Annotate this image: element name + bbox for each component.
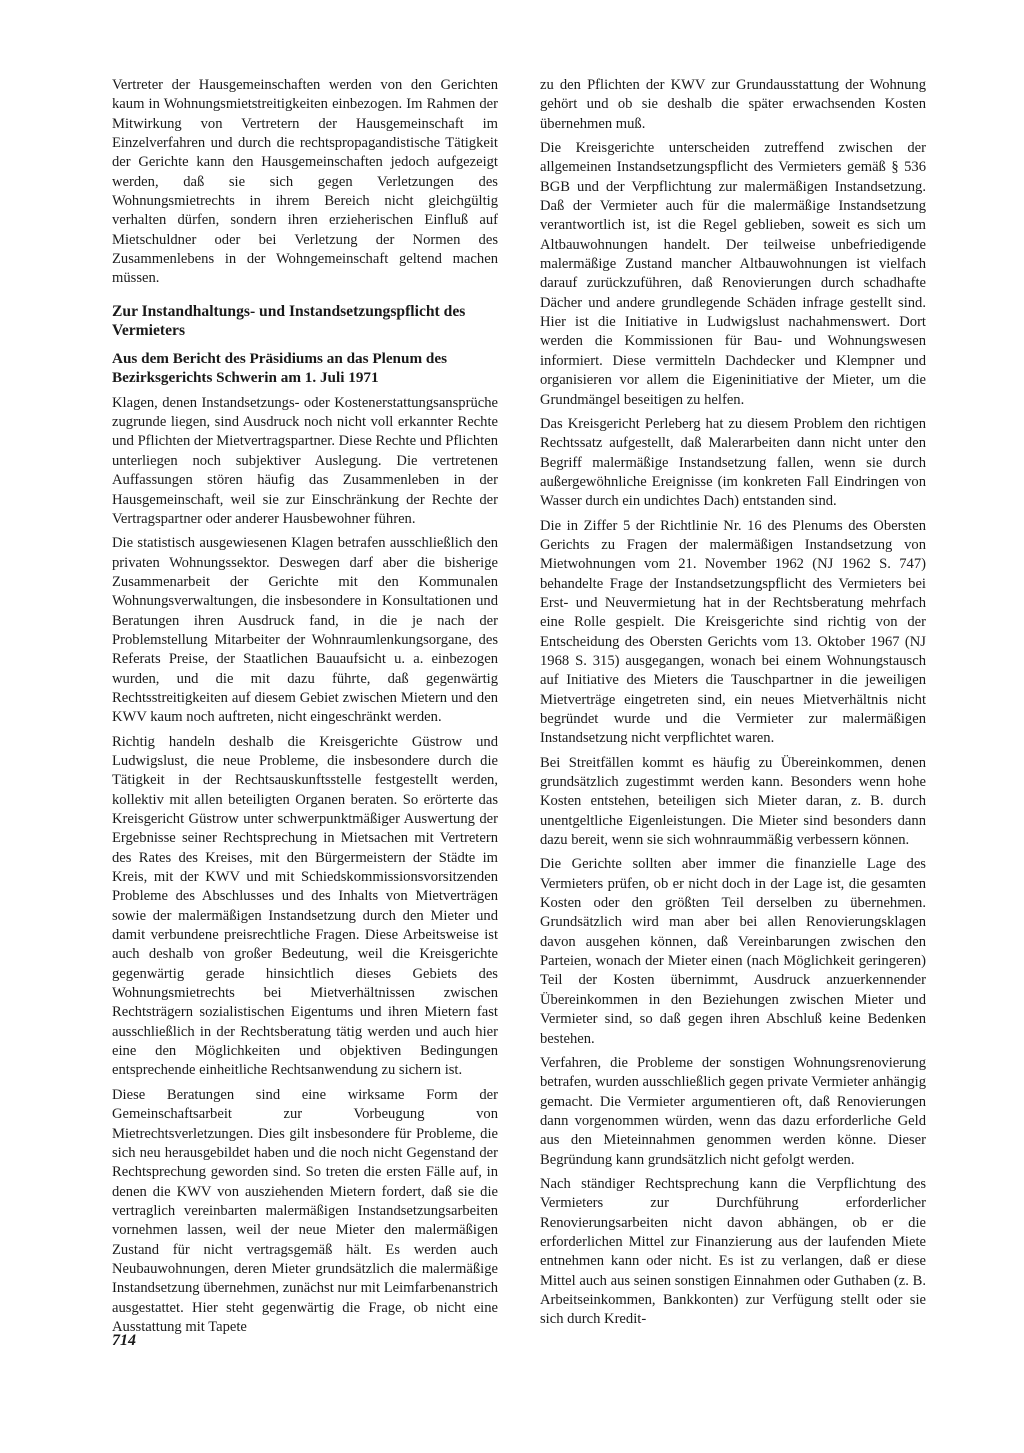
body-paragraph: Diese Beratungen sind eine wirksame Form der Gemeinschaftsarbeit zur Vorbeugung von Mietrechtsverletzungen. Dies gilt insbesondere für Probleme, die sich neu herausgebildet haben und die noch nicht Gegenstand der Rechtsprechung geworden sind. So treten die ersten Fälle auf, in denen die KWV von ausziehenden Mietern fordert, daß sie die vertraglich vereinbarten malermäßigen Instandsetzungsarbeiten vornehmen lassen, weil der neue Mieter den malermäßigen Zustand für nicht vertragsgemäß hält. Es werden auch Neubauwohnungen, deren Mieter grundsätzlich die malermäßige Instandsetzung übernehmen, zunächst nur mit Leimfarbenanstrich ausgestattet. Hier steht gegenwärtig die Frage, ob nicht eine Ausstattung mit Tapete [112, 1086, 498, 1335]
body-paragraph: Die Kreisgerichte unterscheiden zutreffend zwischen der allgemeinen Instandsetzungspflicht des Vermieters gemäß § 536 BGB und der Verpflichtung zur malermäßigen Instandsetzung. Daß der Vermieter auch für die malermäßige Instandsetzung verantwortlich ist, ist die Regel geblieben, soweit es sich um Altbauwohnungen handelt. Der teilweise unbefriedigende malermäßige Zustand mancher Altbauwohnungen ist vielfach darauf zurückzuführen, daß Renovierungen durch schadhafte Dächer und andere grundlegende Schäden infrage gestellt sind. Hier ist die Initiative in Ludwigslust nachahmenswert. Dort werden die Kommissionen für Bau- und Wohnungswesen informiert. Diese vermitteln Dachdecker und Klempner und organisieren vor allem die Eigeninitiative der Mieter, um die Grundmängel beseitigen zu helfen. [540, 140, 926, 408]
subsection-heading: Aus dem Bericht des Präsidiums an das Plenum des Bezirksgerichts Schwerin am 1. Juli 1971 [112, 349, 448, 387]
body-paragraph: Die in Ziffer 5 der Richtlinie Nr. 16 des Plenums des Obersten Gerichts zu Fragen der malermäßigen Instandsetzung von Mietwohnungen vom 21. November 1962 (NJ 1962 S. 747) behandelte Frage der Instandsetzungspflicht des Vermieters bei Erst- und Neuvermietung hat in der Rechtsberatung mehrfach eine Rolle gespielt. Die Kreisgerichte sind richtig von der Entscheidung des Obersten Gerichts vom 13. Oktober 1967 (NJ 1968 S. 315) ausgegangen, wonach bei einem Wohnungstausch auf Initiative des Mieters die Tauschpartner in die jeweiligen Mietverträge eingetreten sind, ein neues Mietverhältnis nicht begründet wurde und die Vermieter zur malermäßigen Instandsetzung nicht verpflichtet waren. [540, 517, 926, 747]
intro-paragraph: Vertreter der Hausgemeinschaften werden von den Gerichten kaum in Wohnungsmietstreitigkeiten einbezogen. Im Rahmen der Mitwirkung von Vertretern der Hausgemeinschaft im Einzelverfahren und durch die rechtspropagandistische Tätigkeit der Gerichte kann den Hausgemeinschaften jedoch aufgezeigt werden, daß sie sich gegen Verletzungen des Wohnungsmietrechts in ihrem Bereich nicht gleichgültig verhalten dürfen, sondern ihren erzieherischen Einfluß auf Mietschuldner oder bei Verletzung der Normen des Zusammenlebens in der Wohngemeinschaft geltend machen müssen. [112, 77, 498, 287]
body-paragraph: Nach ständiger Rechtsprechung kann die Verpflichtung des Vermieters zur Durchführung erforderlicher Renovierungsarbeiten nicht davon abhängen, ob er die erforderlichen Mittel zur Finanzierung aus der laufenden Miete entnehmen kann oder nicht. Es ist zu verlangen, daß er diese Mittel auch aus seinen sonstigen Einnahmen oder Guthaben (z. B. Arbeitseinkommen, Bankkonten) zur Verfügung stellt oder sie sich durch Kredit- [540, 1175, 926, 1328]
left-column [112, 76, 498, 1342]
body-paragraph: Bei Streitfällen kommt es häufig zu Übereinkommen, denen grundsätzlich zugestimmt werden kann. Besonders wenn hohe Kosten entstehen, beteiligen sich Mieter daran, z. B. durch unentgeltliche Eigenleistungen. Die Mieter sind besonders dann dazu bereit, wenn sie sich wohnraummäßig verbessern können. [540, 754, 926, 849]
body-paragraph: zu den Pflichten der KWV zur Grundausstattung der Wohnung gehört und ob sie deshalb die später erwachsenden Kosten übernehmen muß. [540, 77, 926, 132]
body-paragraph: Die Gerichte sollten aber immer die finanzielle Lage des Vermieters prüfen, ob er nicht doch in der Lage ist, die gesamten Kosten oder den größten Teil derselben zu übernehmen. Grundsätzlich wird man aber bei allen Renovierungsklagen davon ausgehen können, daß Vereinbarungen zwischen den Parteien, wonach der Mieter einen (nach Möglichkeit geringeren) Teil der Kosten übernimmt, Ausdruck anzuerkennender Übereinkommen in den Beziehungen zwischen Mieter und Vermieter sind, so daß gegen ihren Abschluß keine Bedenken bestehen. [540, 856, 926, 1047]
right-column [540, 76, 926, 1335]
body-paragraph: Richtig handeln deshalb die Kreisgerichte Güstrow und Ludwigslust, die neue Probleme, die insbesondere durch die Tätigkeit in der Rechtsauskunftsstelle festgestellt werden, kollektiv mit allen beteiligten Organen beraten. So erörterte das Kreisgericht Güstrow unter schwerpunktmäßiger Auswertung der Ergebnisse seiner Rechtsprechung in Mietsachen mit Vertretern des Rates des Kreises, mit den Bürgermeistern der Städte im Kreis, mit der KWV und mit Schiedskommissionsvorsitzenden Probleme des Abschlusses und des Inhalts von Mietverträgen sowie der malermäßigen Instandsetzung durch den Mieter und damit verbundene preisrechtliche Fragen. Diese Arbeitsweise ist auch deshalb von großer Bedeutung, weil die Kreisgerichte gegenwärtig gerade hinsichtlich dieses Gebiets des Wohnungsmietrechts bei Mietverhältnissen zwischen Rechtsträgern sozialistischen Eigentums und ihren Mietern fast ausschließlich in der Rechtsberatung tätig werden und auch hier eine den Möglichkeiten und objektiven Bedingungen entsprechende einheitliche Rechtsanwendung zu sichern ist. [112, 733, 498, 1079]
body-paragraph: Die statistisch ausgewiesenen Klagen betrafen ausschließlich den privaten Wohnungssektor. Deswegen darf aber die bisherige Zusammenarbeit der Gerichte mit den Kommunalen Wohnungsverwaltungen, die insbesondere in Konsultationen und Beratungen ihren Ausdruck fand, in die je nach der Problemstellung Mitarbeiter der Wohnraumlenkungsorgane, des Referats Preise, der Staatlichen Bauaufsicht u. a. einbezogen wurden, und die mit dazu führte, daß gegenwärtig Rechtsstreitigkeiten auf diesem Gebiet zwischen Mietern und den KWV kaum noch auftreten, nicht eingeschränkt werden. [112, 535, 498, 726]
section-heading: Zur Instandhaltungs- und Instandsetzungspflicht des Vermieters [112, 302, 466, 340]
body-paragraph: Klagen, denen Instandsetzungs- oder Kostenerstattungsansprüche zugrunde liegen, sind Ausdruck noch nicht voll erkannter Rechte und Pflichten der Mietvertragspartner. Diese Rechte und Pflichten unterliegen noch subjektiver Auslegung. Die vertretenen Auffassungen stören häufig das Zusammenleben in der Hausgemeinschaft, weil sie zur Einschränkung der Rechte der Vertragspartner oder anderer Hausbewohner führen. [112, 394, 498, 527]
page-number: 714 [112, 1332, 136, 1349]
body-paragraph: Das Kreisgericht Perleberg hat zu diesem Problem den richtigen Rechtssatz aufgestellt, daß Malerarbeiten dann nicht unter den Begriff malermäßige Instandsetzung fallen, wenn sie durch außergewöhnliche Ereignisse (im konkreten Fall Eindringen von Wasser durch ein undichtes Dach) entstanden sind. [540, 415, 926, 510]
body-paragraph: Verfahren, die Probleme der sonstigen Wohnungsrenovierung betrafen, wurden ausschließlich gegen private Vermieter anhängig gemacht. Die Vermieter argumentieren oft, daß Renovierungen dann vorgenommen würden, wenn das dazu erforderliche Geld aus den Mieteinnahmen genommen werden könne. Dieser Begründung kann grundsätzlich nicht gefolgt werden. [540, 1054, 926, 1168]
